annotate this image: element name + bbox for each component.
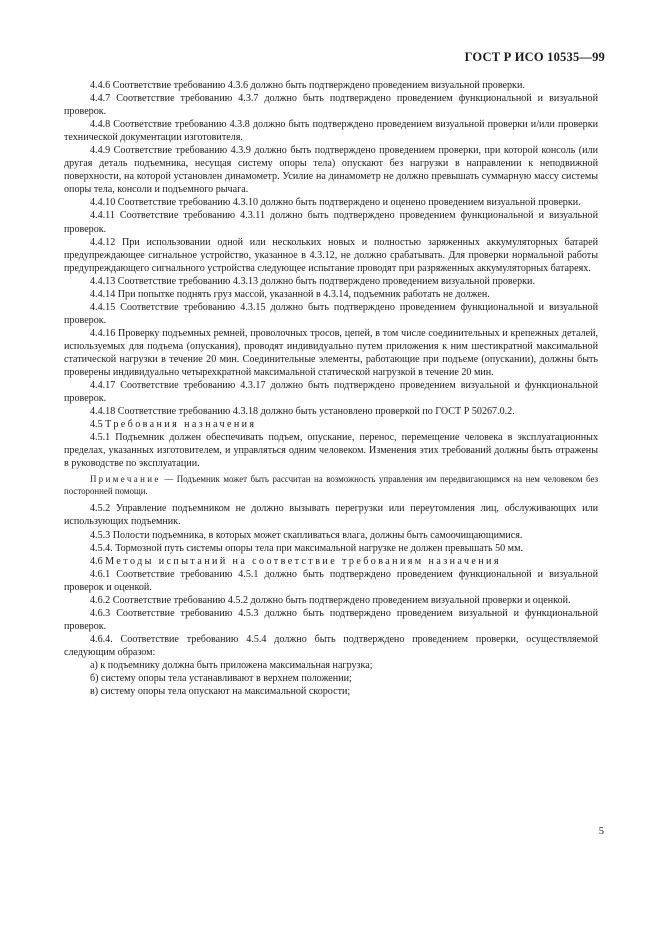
- page-number: 5: [598, 826, 604, 837]
- paragraph: 4.4.14 При попытке поднять груз массой, указанной в 4.3.14, подъемник работать не должен.: [90, 288, 490, 300]
- paragraph: 4.4.9 Соответствие требованию 4.3.9 должно быть подтверждено проведением проверки, при которой консоль (или другая деталь подъемника, несущая систему опоры тела) опускают без нагрузки в направлении к неподвижной поверхности, на которой установлен динамометр. Усилие на динамометр не должно превышать суммарную массу системы опоры тела, консоли и подъемного рычага.: [64, 145, 598, 196]
- paragraph: 4.5.3 Полости подъемника, в которых может скапливаться влага, должны быть самоочищающимися.: [90, 529, 523, 541]
- paragraph: 4.4.10 Соответствие требованию 4.3.10 должно быть подтверждено и оценено проведением визуальной проверки.: [90, 197, 581, 209]
- note-text: — Подъемник может быть рассчитан на возможность управления им передвигающимся на нем человеком без посторонней помощи.: [64, 474, 599, 496]
- note-label: Примечание: [90, 474, 161, 485]
- section-title: Требования назначения: [105, 419, 257, 431]
- paragraph: 4.4.6 Соответствие требованию 4.3.6 должно быть подтверждено проведением визуальной проверки.: [90, 80, 525, 91]
- paragraph: 4.5.1 Подъемник должен обеспечивать подъем, опускание, перенос, перемещение человека в эксплуатационных пределах, указанных изготовителем, и управляться одним человеком. Изменения этих требований должны быть отражены в руководстве по эксплуатации.: [64, 432, 598, 470]
- paragraph: 4.4.12 При использовании одной или нескольких новых и полностью заряженных аккумуляторных батарей предупреждающее сигнальное устройство, указанное в 4.3.12, не должно срабатывать. Для проверки нормальной работы предупреждающего сигнального устройства следующее испытание проводят при разряженных аккумуляторных батареях.: [64, 236, 598, 274]
- document-body: [64, 79, 598, 698]
- list-item: а) к подъемнику должна быть приложена максимальная нагрузка;: [90, 659, 373, 671]
- paragraph: 4.5.2 Управление подъемником не должно вызывать перегрузки или переутомления лиц, обслуживающих или использующих подъемник.: [64, 503, 598, 528]
- document-header: ГОСТ Р ИСО 10535—99: [464, 50, 605, 64]
- section-number: 4.6: [90, 555, 103, 567]
- paragraph: 4.4.11 Соответствие требованию 4.3.11 должно быть подтверждено проведением функциональной и визуальной проверок.: [64, 210, 598, 235]
- section-heading-4-5: [64, 418, 598, 431]
- paragraph: 4.4.17 Соответствие требованию 4.3.17 должно быть подтверждено проведением визуальной и функциональной проверок.: [64, 380, 598, 405]
- section-number: 4.5: [90, 419, 103, 431]
- paragraph: 4.4.7 Соответствие требованию 4.3.7 должно быть подтверждено проведением функциональной и визуальной проверок.: [64, 93, 598, 118]
- paragraph: 4.4.16 Проверку подъемных ремней, проволочных тросов, цепей, в том числе соединительных и крепежных деталей, используемых для подъема (опускания), проводят индивидуально путем приложения к ним шестикратной максимальной статической нагрузки в течение 20 мин. Соединительные элементы, работающие при подъеме (опускании), должны быть проверены индивидуально четырехкратной максимальной статической нагрузкой в течение 20 мин.: [64, 327, 598, 379]
- paragraph: 4.5.4. Тормозной путь системы опоры тела при максимальной нагрузке не должен превышать 50 мм.: [90, 542, 523, 554]
- section-heading-4-6: [64, 555, 598, 568]
- paragraph: 4.6.4. Соответствие требованию 4.5.4 должно быть подтверждено проведением проверки, осуществляемой следующим образом:: [64, 633, 598, 658]
- list-item: в) систему опоры тела опускают на максимальной скорости;: [90, 686, 351, 698]
- list-item: б) систему опоры тела устанавливают в верхнем положении;: [90, 673, 352, 685]
- paragraph: 4.4.15 Соответствие требованию 4.3.15 должно быть подтверждено проведением функциональной и визуальной проверок.: [64, 301, 598, 326]
- paragraph: 4.4.13 Соответствие требованию 4.3.13 должно быть подтверждено проведением визуальной проверки.: [90, 275, 535, 287]
- paragraph: 4.6.2 Соответствие требованию 4.5.2 должно быть подтверждено проведением визуальной проверки и оценкой.: [90, 594, 571, 606]
- paragraph: 4.6.3 Соответствие требованию 4.5.3 должно быть подтверждено проведением визуальной и функциональной проверок.: [64, 607, 598, 632]
- section-title: Методы испытаний на соответствие требованиям назначения: [105, 555, 501, 567]
- paragraph: 4.6.1 Соответствие требованию 4.5.1 должно быть подтверждено проведением функциональной и визуальной проверок и оценкой.: [64, 568, 598, 593]
- paragraph: 4.4.8 Соответствие требованию 4.3.8 должно быть подтверждено проведением визуальной проверки и/или проверки технической документации изготовителя.: [64, 119, 598, 144]
- paragraph: 4.4.18 Соответствие требованию 4.3.18 должно быть установлено проверкой по ГОСТ Р 50267.0.2.: [90, 406, 515, 418]
- note: [64, 474, 598, 497]
